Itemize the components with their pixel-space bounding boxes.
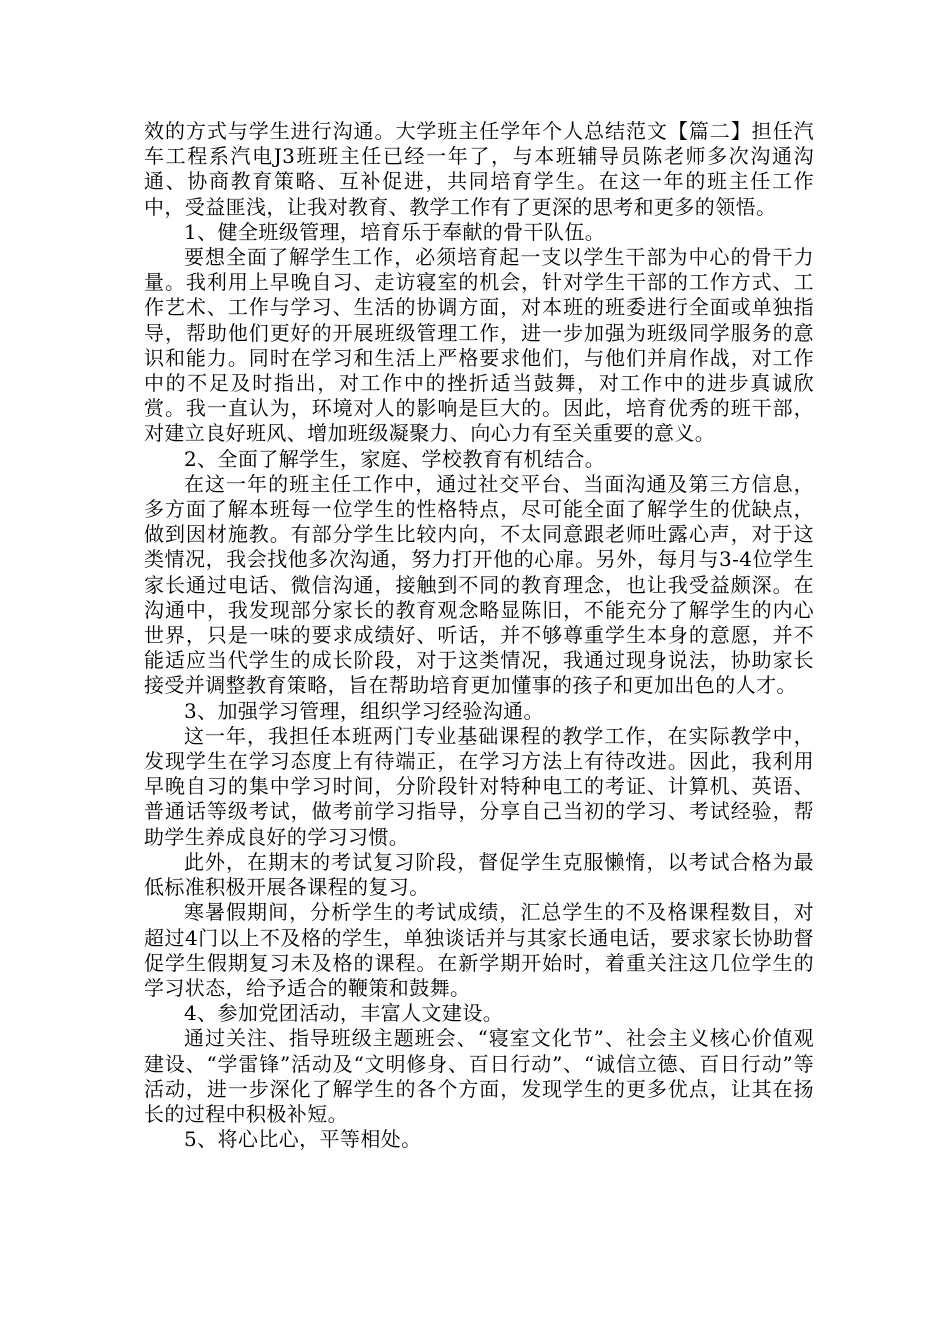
paragraph-3c: 寒暑假期间，分析学生的考试成绩，汇总学生的不及格课程数目，对超过4门以上不及格的学生，单独谈话并与其家长通电话，要求家长协助督促学生假期复习未及格的课程。在新学期开始时，着重关注这几位学生的学习状态，给予适合的鞭策和鼓舞。	[144, 900, 814, 1000]
heading-2: 2、全面了解学生，家庭、学校教育有机结合。	[184, 446, 606, 471]
paragraph-1: 要想全面了解学生工作，必须培育起一支以学生干部为中心的骨干力量。我利用上早晚自习、走访寝室的机会，针对学生干部的工作方式、工作艺术、工作与学习、生活的协调方面，对本班的班委进行全面或单独指导，帮助他们更好的开展班级管理工作，进一步加强为班级同学服务的意识和能力。同时在学习和生活上严格要求他们，与他们并肩作战，对工作中的不足及时指出，对工作中的挫折适当鼓舞，对工作中的进步真诚欣赏。我一直认为，环境对人的影响是巨大的。因此，培育优秀的班干部，对建立良好班风、增加班级凝聚力、向心力有至关重要的意义。	[144, 245, 814, 446]
paragraph-3b: 此外，在期末的考试复习阶段，督促学生克服懒惰，以考试合格为最低标准积极开展各课程的复习。	[144, 849, 814, 900]
paragraph-4: 通过关注、指导班级主题班会、“寝室文化节”、社会主义核心价值观建设、“学雷锋”活动及“文明修身、百日行动”、“诚信立德、百日行动”等活动，进一步深化了解学生的各个方面，发现学生的更多优点，让其在扬长的过程中积极补短。	[144, 1026, 814, 1126]
paragraph-3a: 这一年，我担任本班两门专业基础课程的教学工作，在实际教学中，发现学生在学习态度上有待端正，在学习方法上有待改进。因此，我利用早晚自习的集中学习时间，分阶段针对特种电工的考证、计算机、英语、普通话等级考试，做考前学习指导，分享自己当初的学习、考试经验，帮助学生养成良好的学习习惯。	[144, 723, 814, 849]
document-body	[144, 119, 814, 1152]
heading-4: 4、参加党团活动，丰富人文建设。	[184, 1001, 504, 1026]
paragraph-2: 在这一年的班主任工作中，通过社交平台、当面沟通及第三方信息，多方面了解本班每一位学生的性格特点，尽可能全面了解学生的优缺点，做到因材施教。有部分学生比较内向，不太同意跟老师吐露心声，对于这类情况，我会找他多次沟通，努力打开他的心扉。另外，每月与3-4位学生家长通过电话、微信沟通，接触到不同的教育理念，也让我受益颇深。在沟通中，我发现部分家长的教育观念略显陈旧，不能充分了解学生的内心世界，只是一味的要求成绩好、听话，并不够尊重学生本身的意愿，并不能适应当代学生的成长阶段，对于这类情况，我通过现身说法，协助家长接受并调整教育策略，旨在帮助培育更加懂事的孩子和更加出色的人才。	[144, 471, 814, 698]
paragraph-intro: 效的方式与学生进行沟通。大学班主任学年个人总结范文【篇二】担任汽车工程系汽电J3班班主任已经一年了，与本班辅导员陈老师多次沟通沟通、协商教育策略、互补促进，共同培育学生。在这一年的班主任工作中，受益匪浅，让我对教育、教学工作有了更深的思考和更多的领悟。	[144, 119, 814, 219]
heading-1: 1、健全班级管理，培育乐于奉献的骨干队伍。	[184, 219, 606, 244]
heading-5: 5、将心比心，平等相处。	[184, 1127, 422, 1152]
heading-3: 3、加强学习管理，组织学习经验沟通。	[184, 698, 544, 723]
